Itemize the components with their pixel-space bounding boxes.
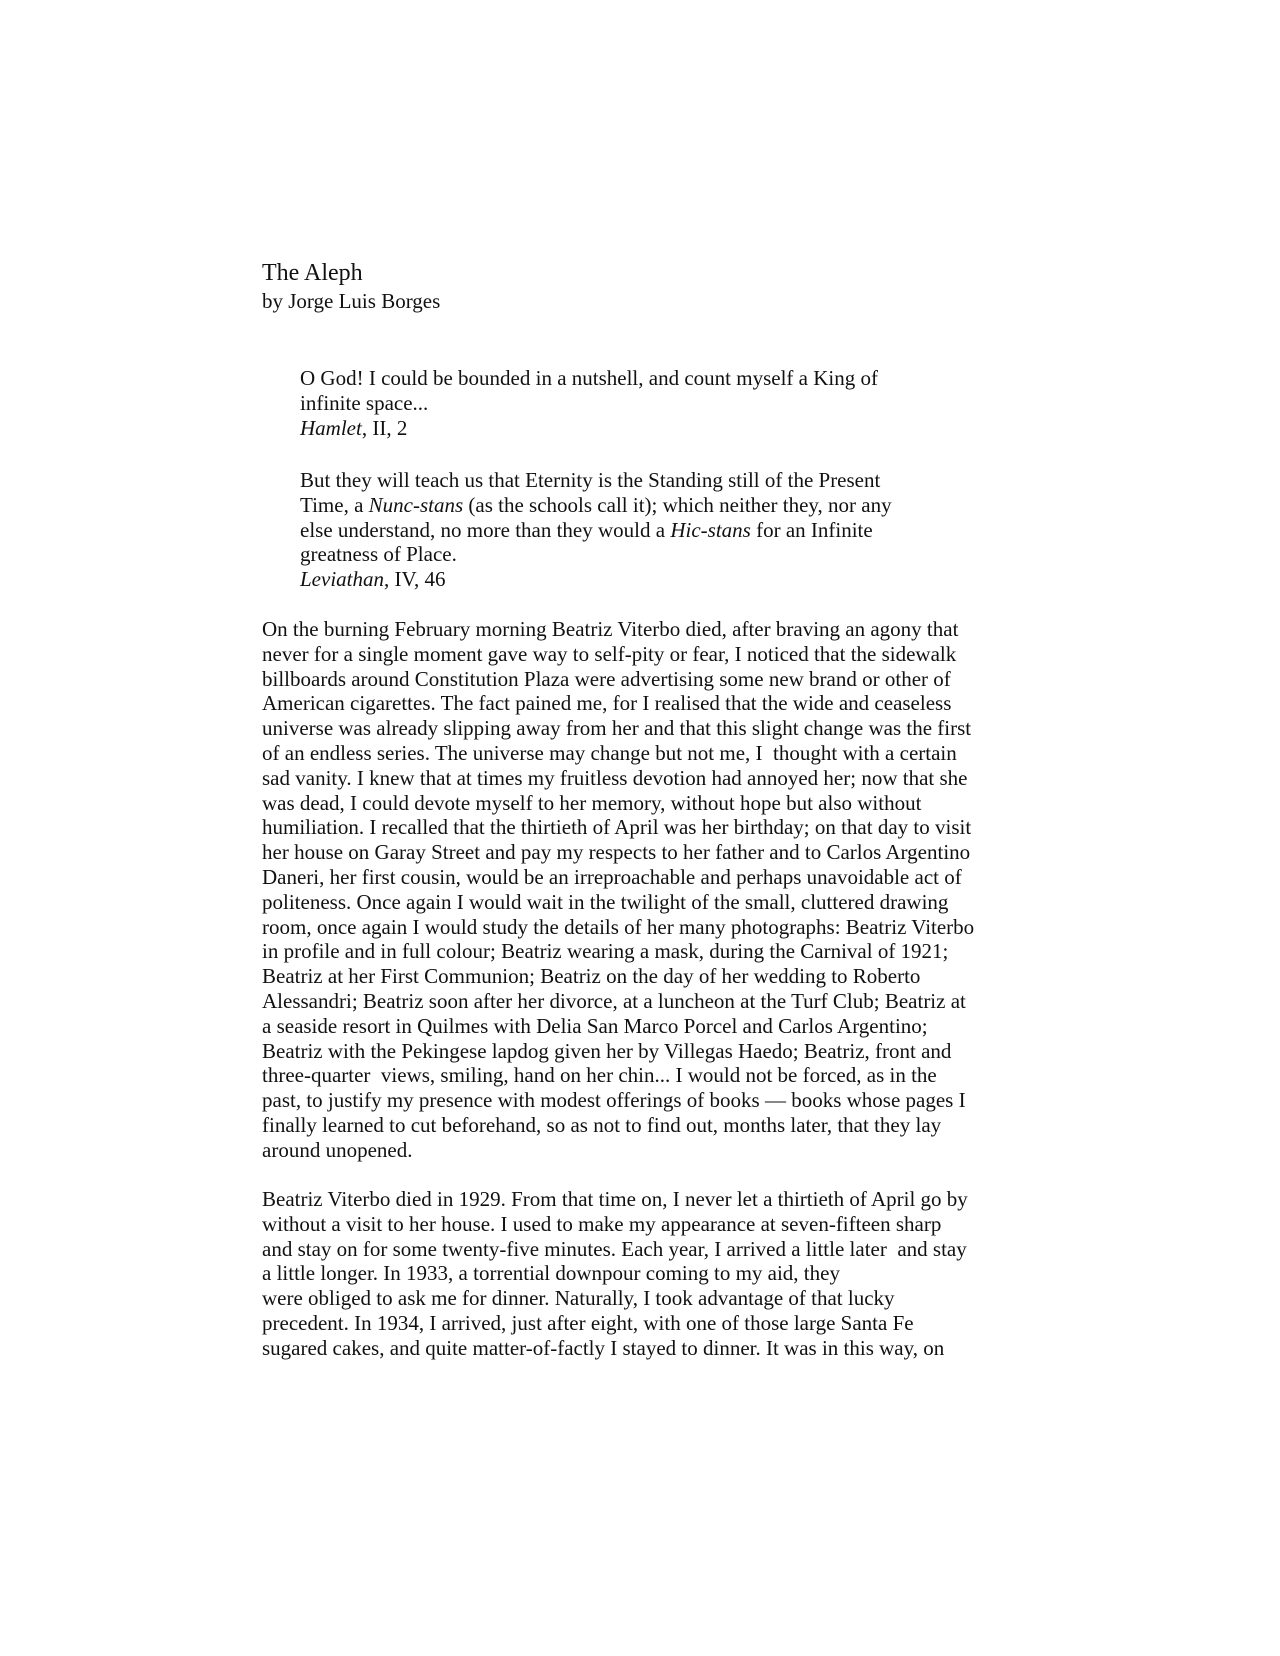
paragraph-line: Alessandri; Beatriz soon after her divorce, at a luncheon at the Turf Club; Beatriz at [262, 988, 966, 1013]
paragraph-line: her house on Garay Street and pay my respects to her father and to Carlos Argentino [262, 840, 971, 865]
paragraph-line: Daneri, her first cousin, would be an irreproachable and perhaps unavoidable act of [262, 864, 962, 889]
epigraph-source [300, 567, 892, 592]
paragraph-line: American cigarettes. The fact pained me, for I realised that the wide and ceaseless [262, 691, 952, 716]
paragraph-line: sugared cakes, and quite matter-of-factly I stayed to dinner. It was in this way, on [262, 1335, 945, 1360]
paragraph-line: around unopened. [262, 1137, 413, 1162]
paragraph-line: universe was already slipping away from her and that this slight change was the first [262, 716, 972, 741]
epigraph-text: for an Infinite [750, 517, 873, 542]
paragraph-line: three-quarter views, smiling, hand on her chin... I would not be forced, as in the [262, 1063, 937, 1088]
epigraph-text: else understand, no more than they would a [300, 517, 671, 542]
epigraph-emphasis: Nunc-stans [368, 492, 464, 517]
paragraph-line: politeness. Once again I would wait in the twilight of the small, cluttered drawing [262, 889, 949, 914]
paragraph-line: were obliged to ask me for dinner. Naturally, I took advantage of that lucky [262, 1286, 895, 1311]
paragraph-2 [262, 1187, 968, 1361]
epigraph-source-title: Leviathan [300, 567, 384, 592]
paragraph-line: a seaside resort in Quilmes with Delia San Marco Porcel and Carlos Argentino; [262, 1013, 928, 1038]
epigraph-line: O God! I could be bounded in a nutshell, and count myself a King of [300, 366, 878, 390]
epigraph-emphasis: Hic-stans [670, 517, 751, 542]
paragraph-line: Beatriz with the Pekingese lapdog given her by Villegas Haedo; Beatriz, front and [262, 1038, 952, 1063]
epigraph-source-ref: , IV, 46 [384, 567, 446, 592]
epigraph-source [300, 416, 878, 441]
epigraph-line: greatness of Place. [300, 542, 457, 567]
paragraph-line: billboards around Constitution Plaza were advertising some new brand or other of [262, 666, 951, 691]
paragraph-line: humiliation. I recalled that the thirtieth of April was her birthday; on that day to visit [262, 815, 972, 840]
epigraph-source-title: Hamlet [300, 415, 362, 440]
paragraph-line: On the burning February morning Beatriz Viterbo died, after braving an agony that [262, 617, 959, 641]
paragraph-line: finally learned to cut beforehand, so as not to find out, months later, that they lay [262, 1112, 942, 1137]
paragraph-line: and stay on for some twenty-five minutes. Each year, I arrived a little later and stay [262, 1236, 967, 1261]
paragraph-line: of an endless series. The universe may change but not me, I thought with a certain [262, 740, 957, 765]
epigraph-source-ref: , II, 2 [361, 415, 408, 440]
paragraph-1 [262, 617, 974, 1163]
epigraph-hamlet [300, 366, 878, 440]
epigraph-line: infinite space... [300, 390, 429, 415]
paragraph-line: never for a single moment gave way to self-pity or fear, I noticed that the sidewalk [262, 641, 957, 666]
paragraph-line: Beatriz at her First Communion; Beatriz on the day of her wedding to Roberto [262, 964, 921, 989]
epigraph-line: But they will teach us that Eternity is the Standing still of the Present [300, 468, 881, 492]
paragraph-line: a little longer. In 1933, a torrential downpour coming to my aid, they [262, 1261, 840, 1286]
paragraph-line: precedent. In 1934, I arrived, just after eight, with one of those large Santa Fe [262, 1310, 914, 1335]
paragraph-line: room, once again I would study the details of her many photographs: Beatriz Viterbo [262, 914, 975, 939]
paragraph-line: was dead, I could devote myself to her memory, without hope but also without [262, 790, 922, 815]
paragraph-line: in profile and in full colour; Beatriz wearing a mask, during the Carnival of 1921; [262, 939, 949, 964]
paragraph-line: Beatriz Viterbo died in 1929. From that time on, I never let a thirtieth of April go by [262, 1187, 968, 1211]
document-title: The Aleph [262, 260, 363, 286]
epigraph-text: (as the schools call it); which neither they, nor any [463, 492, 892, 517]
paragraph-line: past, to justify my presence with modest offerings of books — books whose pages I [262, 1088, 966, 1113]
document-byline: by Jorge Luis Borges [262, 289, 441, 313]
epigraph-text: Time, a [300, 492, 369, 517]
epigraph-line [300, 518, 892, 543]
epigraph-leviathan [300, 468, 892, 592]
epigraph-line [300, 493, 892, 518]
paragraph-line: sad vanity. I knew that at times my fruitless devotion had annoyed her; now that she [262, 765, 968, 790]
paragraph-line: without a visit to her house. I used to make my appearance at seven-fifteen sharp [262, 1211, 942, 1236]
